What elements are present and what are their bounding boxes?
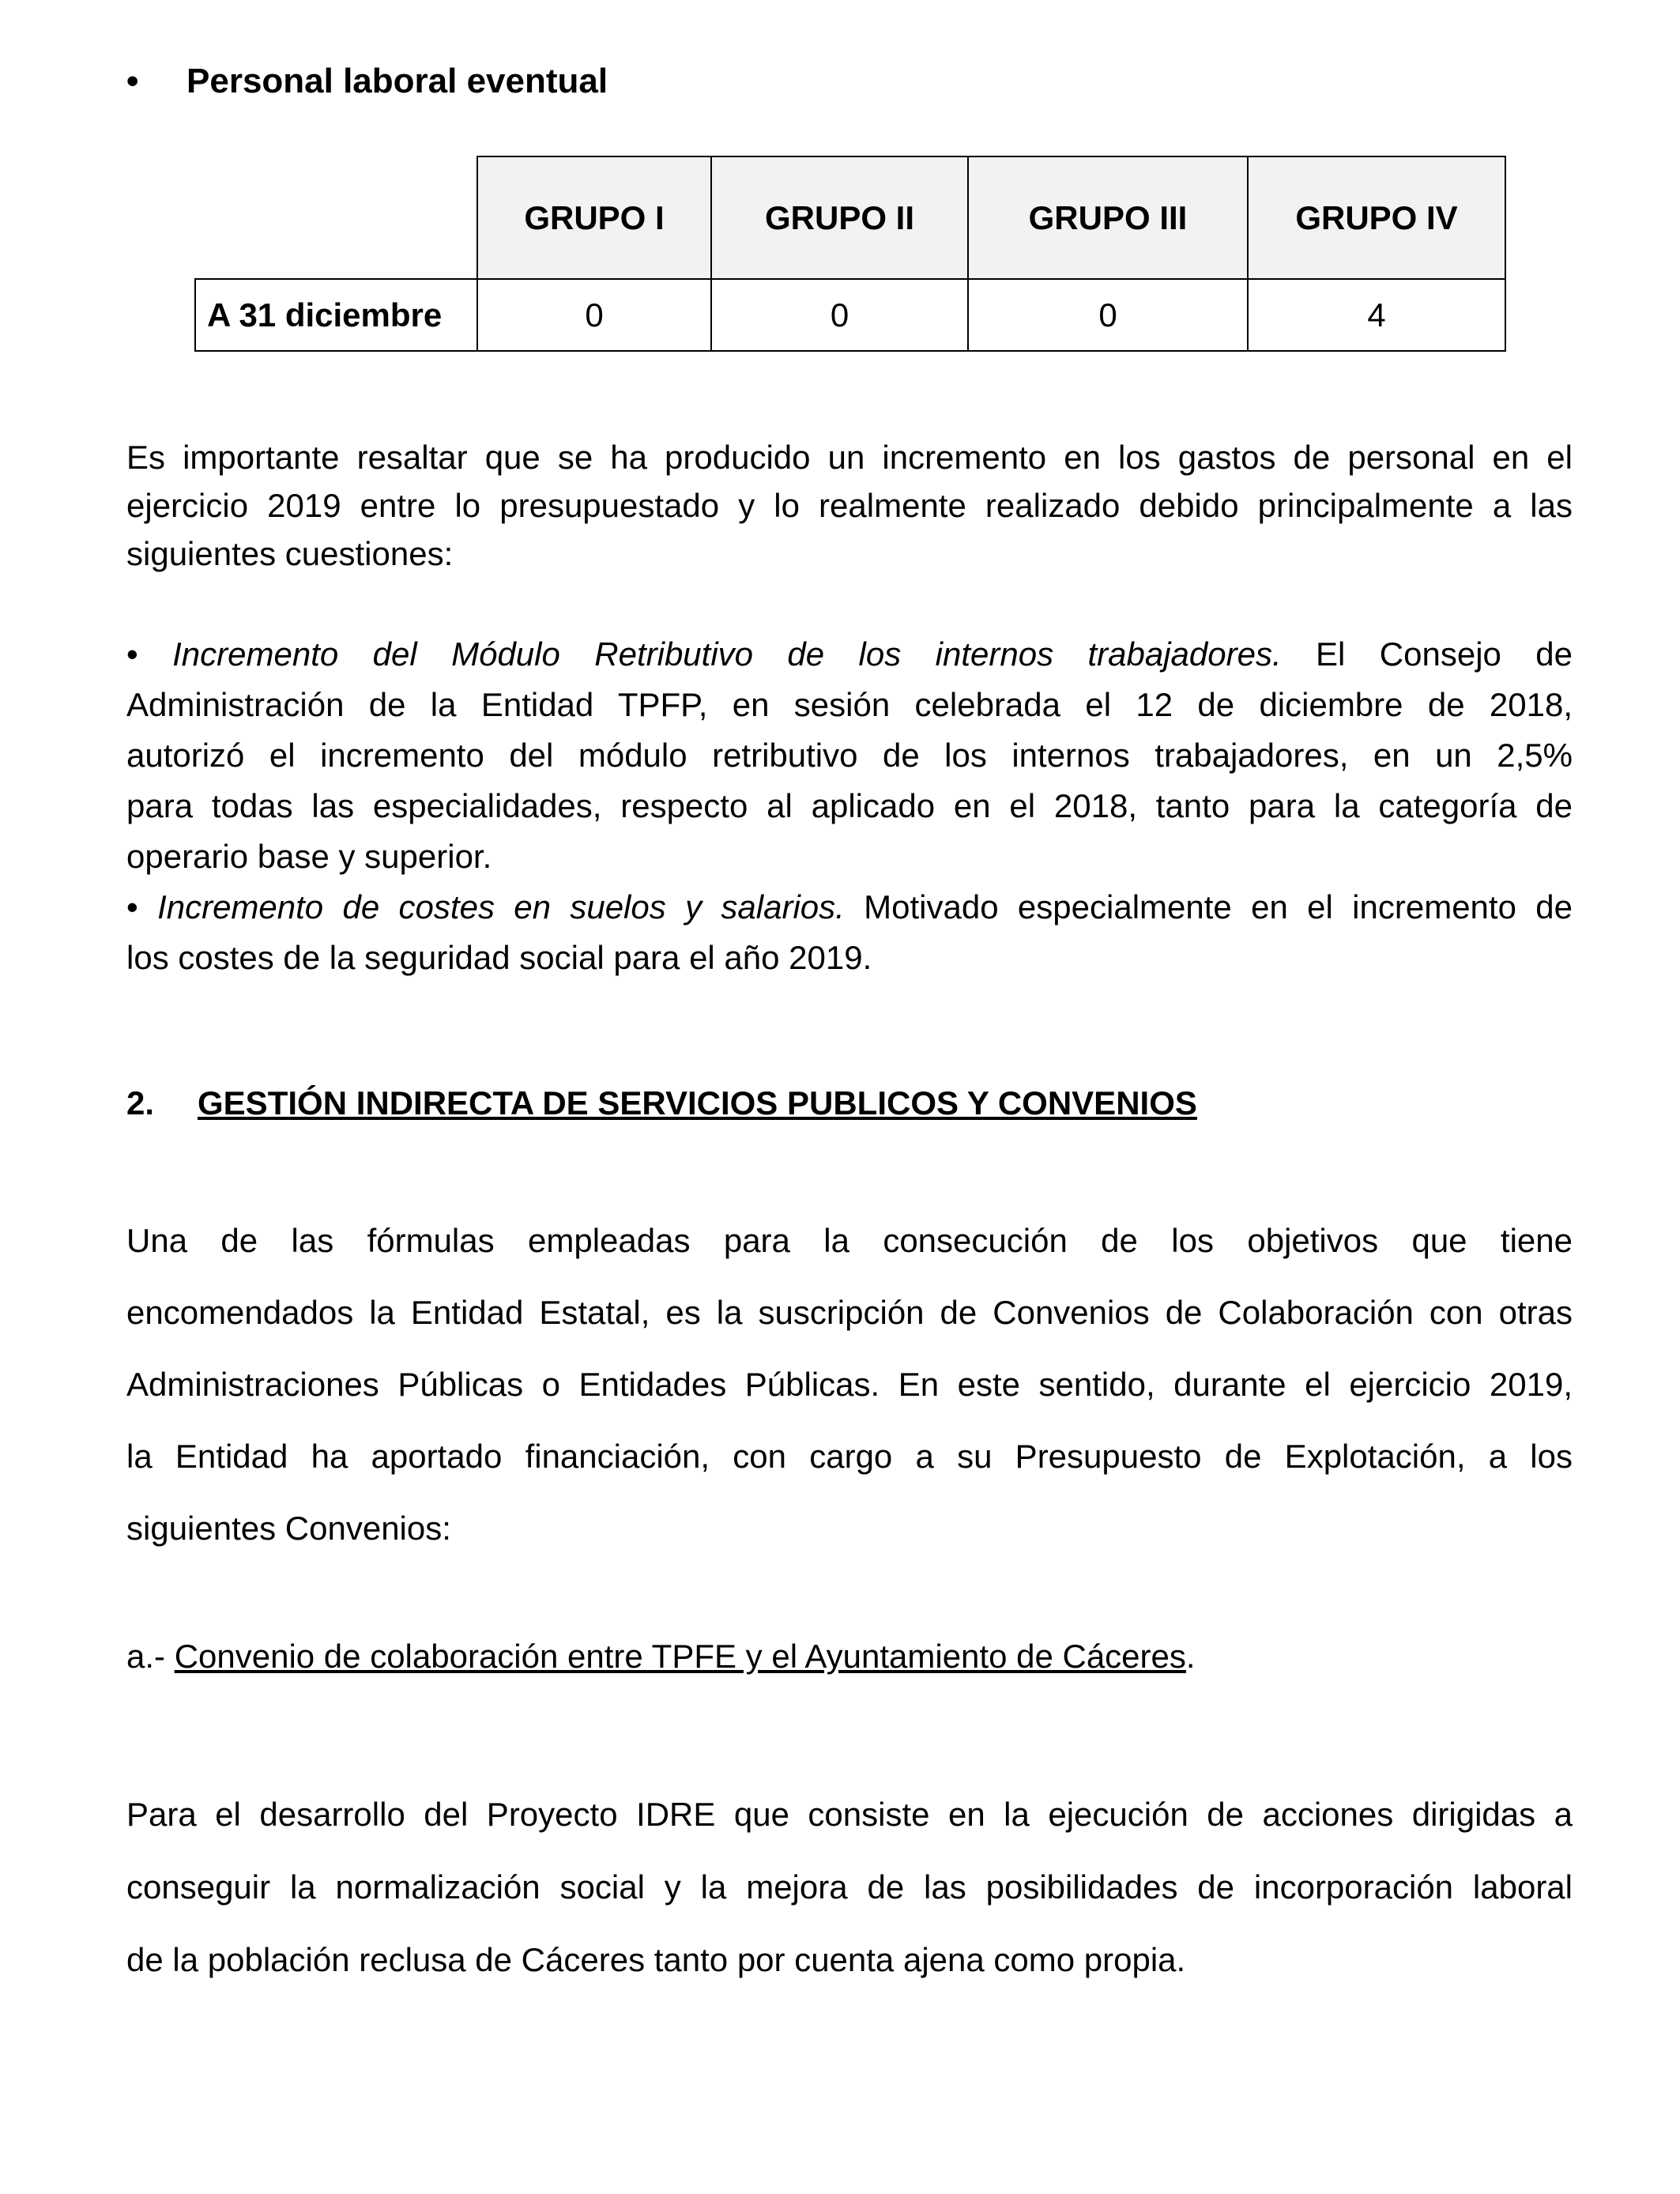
bullet-icon: • <box>126 635 138 673</box>
cause-item-2-text: Motivado especialmente en el incremento de <box>844 888 1573 925</box>
causes-list <box>126 629 1573 983</box>
convenio-a-title: Convenio de colaboración entre TPFE y el Ayuntamiento de Cáceres <box>174 1638 1186 1675</box>
paragraph-line: operario base y superior. <box>126 838 492 875</box>
convenio-a-heading <box>126 1638 1573 1676</box>
paragraph-line: Administraciones Públicas o Entidades Públicas. En este sentido, durante el ejercicio 2019, <box>126 1366 1573 1403</box>
bullet-icon: • <box>126 888 138 925</box>
convenio-a-suffix: . <box>1185 1638 1196 1675</box>
paragraph-line: Para el desarrollo del Proyecto IDRE que consiste en la ejecución de acciones dirigidas a <box>126 1796 1573 1833</box>
table-cell-grupo-iii: 0 <box>968 279 1248 351</box>
cause-item-2-first-line <box>126 882 1573 933</box>
convenio-a-prefix: a.- <box>126 1638 175 1675</box>
paragraph-line: Es importante resaltar que se ha producido un incremento en los gastos de personal en el <box>126 439 1573 476</box>
table-cell-grupo-i: 0 <box>477 279 711 351</box>
section-bullet-title: Personal laboral eventual <box>186 62 608 100</box>
table-header-grupo-ii: GRUPO II <box>711 156 968 279</box>
table-header-grupo-iv: GRUPO IV <box>1248 156 1505 279</box>
convenio-a-paragraph <box>126 1778 1573 1996</box>
table-header-grupo-i: GRUPO I <box>477 156 711 279</box>
paragraph-line: ejercicio 2019 entre lo presupuestado y lo realmente realizado debido principalmente a las <box>126 487 1573 524</box>
table-cell-grupo-ii: 0 <box>711 279 968 351</box>
paragraph-line: Administración de la Entidad TPFP, en sesión celebrada el 12 de diciembre de 2018, <box>126 686 1573 723</box>
paragraph-line: autorizó el incremento del módulo retributivo de los internos trabajadores, en un 2,5% <box>126 737 1573 774</box>
cause-item-1-first-line <box>126 629 1573 680</box>
cause-item-1-title: Incremento del Módulo Retributivo de los internos trabajadores. <box>172 635 1282 673</box>
section-2-number: 2. <box>126 1084 155 1122</box>
cause-item-2-title: Incremento de costes en suelos y salarios. <box>157 888 845 925</box>
paragraph-line: la Entidad ha aportado financiación, con cargo a su Presupuesto de Explotación, a los <box>126 1438 1573 1475</box>
table-cell-grupo-iv: 4 <box>1248 279 1505 351</box>
section-2-title: GESTIÓN INDIRECTA DE SERVICIOS PUBLICOS Y CONVENIOS <box>198 1084 1197 1122</box>
table-header-row <box>195 156 1505 279</box>
table-corner-cell <box>195 156 477 279</box>
table-row-label: A 31 diciembre <box>195 279 477 351</box>
paragraph-line: siguientes Convenios: <box>126 1510 451 1547</box>
table-row <box>195 279 1505 351</box>
intro-paragraph <box>126 433 1573 578</box>
paragraph-line: de la población reclusa de Cáceres tanto por cuenta ajena como propia. <box>126 1941 1186 1978</box>
paragraph-line: siguientes cuestiones: <box>126 535 454 572</box>
cause-item-1-text: El Consejo de <box>1281 635 1573 673</box>
paragraph-line: para todas las especialidades, respecto al aplicado en el 2018, tanto para la categoría de <box>126 787 1573 824</box>
paragraph-line: conseguir la normalización social y la mejora de las posibilidades de incorporación laboral <box>126 1868 1573 1906</box>
paragraph-line: encomendados la Entidad Estatal, es la suscripción de Convenios de Colaboración con otras <box>126 1294 1573 1331</box>
section-2-paragraph <box>126 1204 1573 1564</box>
table-header-grupo-iii: GRUPO III <box>968 156 1248 279</box>
personal-eventual-table <box>194 156 1506 352</box>
paragraph-line: Una de las fórmulas empleadas para la consecución de los objetivos que tiene <box>126 1222 1573 1259</box>
bullet-icon: • <box>126 62 139 100</box>
paragraph-line: los costes de la seguridad social para el año 2019. <box>126 939 872 976</box>
